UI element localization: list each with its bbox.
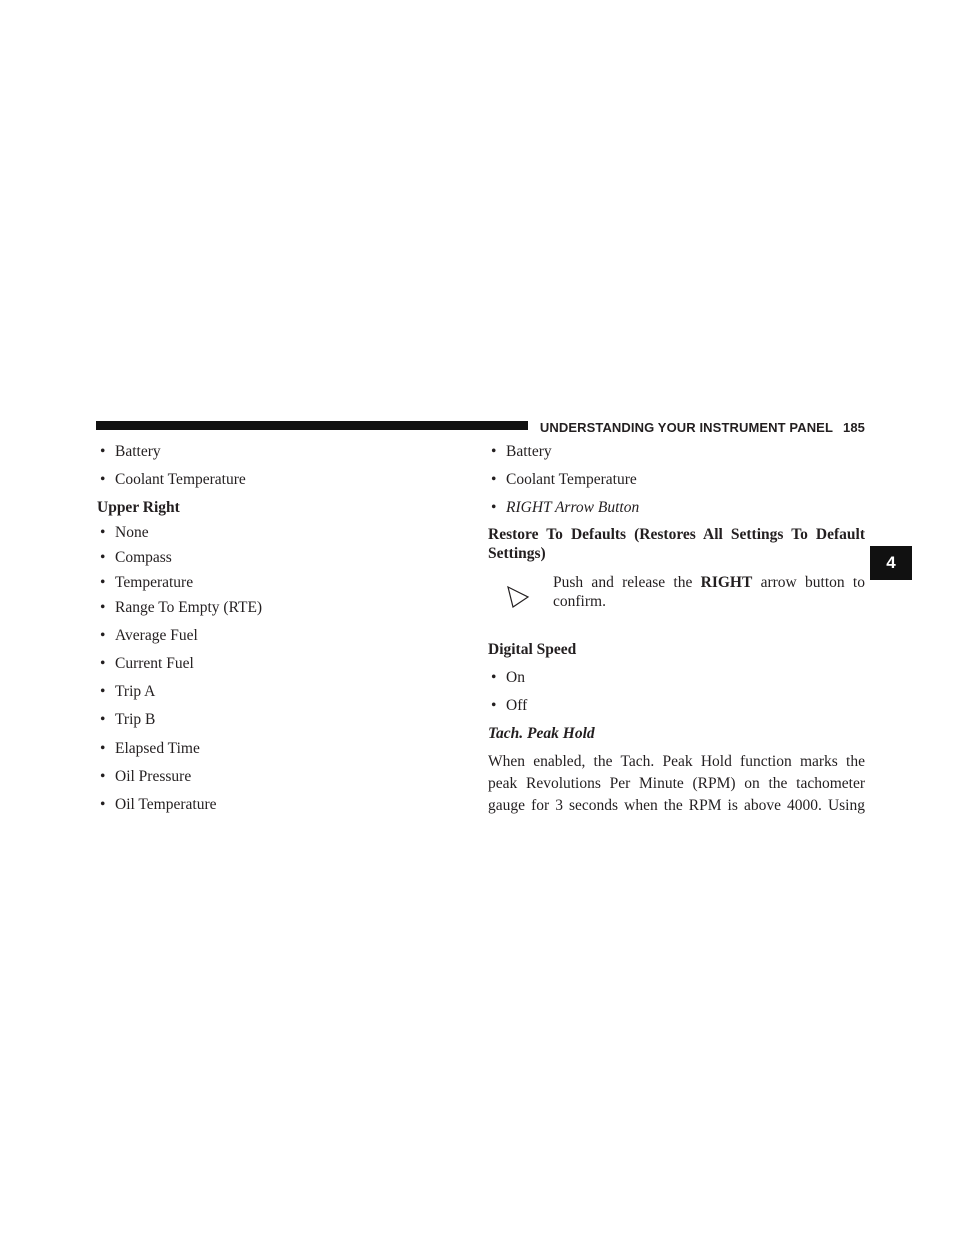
list-item: • Temperature <box>100 572 193 594</box>
page-number: 185 <box>843 419 865 435</box>
list-item: • Battery <box>100 441 161 463</box>
list-item: • On <box>491 667 525 689</box>
bullet-icon: • <box>100 627 106 644</box>
bullet-icon: • <box>100 768 106 785</box>
tach-paragraph-line1: When enabled, the Tach. Peak Hold function marks the <box>488 753 865 770</box>
list-item: • Average Fuel <box>100 625 198 647</box>
right-arrow-button-item: RIGHT Arrow Button <box>506 499 640 516</box>
bullet-icon: • <box>491 499 497 516</box>
list-item: • Coolant Temperature <box>100 469 246 491</box>
bullet-icon: • <box>100 471 106 488</box>
header-rule <box>96 421 528 430</box>
list-item: • Oil Pressure <box>100 766 191 788</box>
list-item: • Range To Empty (RTE) <box>100 597 262 619</box>
bullet-icon: • <box>491 669 497 686</box>
section-title: UNDERSTANDING YOUR INSTRUMENT PANEL <box>539 419 833 435</box>
bullet-icon: • <box>491 471 497 488</box>
bullet-icon: • <box>100 740 106 757</box>
bullet-icon: • <box>100 683 106 700</box>
chapter-tab: 4 <box>870 546 912 580</box>
list-item: • Compass <box>100 547 172 569</box>
push-release-line2: confirm. <box>553 593 606 610</box>
bullet-icon: • <box>100 711 106 728</box>
restore-heading-line1: Restore To Defaults (Restores All Settings To Default <box>488 526 865 543</box>
bullet-icon: • <box>100 796 106 813</box>
bullet-icon: • <box>100 574 106 591</box>
list-item: • Coolant Temperature <box>491 469 637 491</box>
bullet-icon: • <box>100 524 106 541</box>
bullet-icon: • <box>491 697 497 714</box>
list-item: • Oil Temperature <box>100 794 217 816</box>
tach-paragraph-line2: peak Revolutions Per Minute (RPM) on the tachometer <box>488 775 865 792</box>
running-header <box>538 418 865 436</box>
list-item <box>491 497 639 519</box>
list-item: • Battery <box>491 441 552 463</box>
right-arrow-icon <box>506 585 530 609</box>
tach-peak-hold-heading: Tach. Peak Hold <box>488 725 595 742</box>
restore-heading-line2: Settings) <box>488 545 546 562</box>
upper-right-heading: Upper Right <box>97 499 180 516</box>
list-item: • Current Fuel <box>100 653 194 675</box>
tach-paragraph-line3: gauge for 3 seconds when the RPM is above 4000. Using <box>488 797 865 814</box>
list-item: • Off <box>491 695 527 717</box>
bullet-icon: • <box>100 549 106 566</box>
list-item: • Trip B <box>100 709 155 731</box>
list-item: • Trip A <box>100 681 155 703</box>
digital-speed-heading: Digital Speed <box>488 641 577 658</box>
list-item: • Elapsed Time <box>100 738 200 760</box>
list-item: • None <box>100 522 149 544</box>
push-release-line1: Push and release the RIGHT arrow button to <box>553 574 865 591</box>
bullet-icon: • <box>100 443 106 460</box>
bullet-icon: • <box>100 599 106 616</box>
bullet-icon: • <box>100 655 106 672</box>
bullet-icon: • <box>491 443 497 460</box>
